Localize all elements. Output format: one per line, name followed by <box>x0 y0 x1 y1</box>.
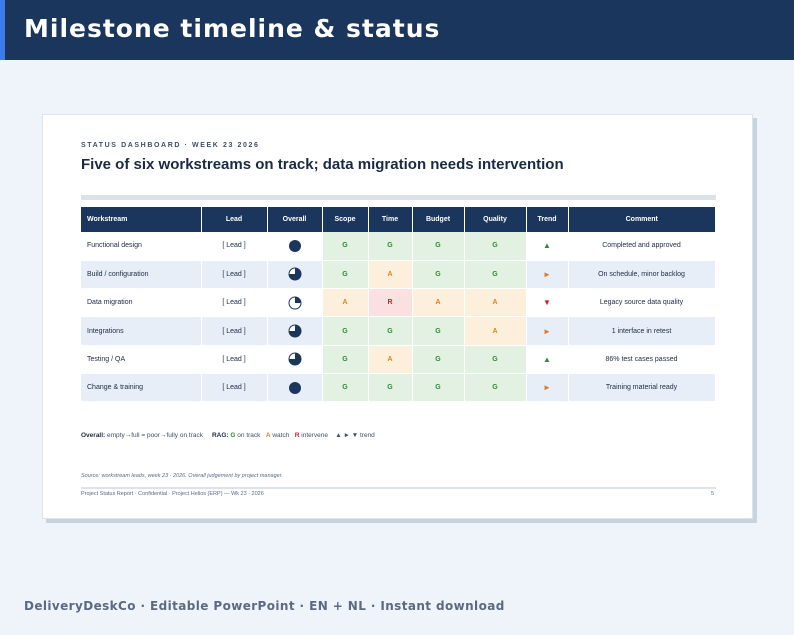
trend-up-icon: ▲ <box>543 354 551 364</box>
harvey-ball-icon <box>288 239 302 253</box>
lead-cell: [ Lead ] <box>201 260 267 288</box>
page-number: 5 <box>710 491 714 497</box>
rag-time-cell: R <box>368 289 412 317</box>
comment-cell: Training material ready <box>568 373 715 401</box>
comment-cell: Completed and approved <box>568 232 715 260</box>
overall-cell <box>267 289 322 317</box>
footer-divider <box>81 487 716 489</box>
workstream-cell: Testing / QA <box>81 345 201 373</box>
trend-down-icon: ▼ <box>543 298 551 308</box>
table-row <box>81 289 715 317</box>
page-title: Milestone timeline & status <box>24 14 441 43</box>
overall-cell <box>267 232 322 260</box>
legend-overall-text: empty→full = poor→fully on track <box>107 432 203 439</box>
trend-cell <box>526 289 568 317</box>
trend-flat-icon: ► <box>543 383 551 393</box>
harvey-ball-icon <box>288 352 302 366</box>
rag-budget-cell: G <box>412 345 464 373</box>
slide-footer: Project Status Report · Confidential · Project Helios (ERP) — Wk 23 · 2026 <box>81 491 264 497</box>
trend-cell <box>526 317 568 345</box>
rag-scope-cell: G <box>322 260 368 288</box>
lead-cell: [ Lead ] <box>201 317 267 345</box>
column-header: Quality <box>464 207 526 232</box>
legend-trend-text: ▲ ► ▼ trend <box>335 432 375 439</box>
rag-budget-cell: G <box>412 232 464 260</box>
column-header: Lead <box>201 207 267 232</box>
trend-cell <box>526 232 568 260</box>
workstream-cell: Data migration <box>81 289 201 317</box>
rag-time-cell: A <box>368 260 412 288</box>
rag-scope-cell: G <box>322 317 368 345</box>
legend-g-text: on track <box>237 432 261 439</box>
brand-line: DeliveryDeskCo · Editable PowerPoint · EN + NL · Instant download <box>24 599 505 613</box>
lead-cell: [ Lead ] <box>201 289 267 317</box>
rag-time-cell: G <box>368 373 412 401</box>
lead-cell: [ Lead ] <box>201 345 267 373</box>
legend <box>81 432 375 439</box>
overall-cell <box>267 373 322 401</box>
table-row <box>81 345 715 373</box>
workstream-cell: Functional design <box>81 232 201 260</box>
rag-budget-cell: G <box>412 317 464 345</box>
table-row <box>81 373 715 401</box>
rag-quality-cell: G <box>464 373 526 401</box>
legend-r-text: intervene <box>301 432 329 439</box>
trend-flat-icon: ► <box>543 326 551 336</box>
rag-scope-cell: G <box>322 232 368 260</box>
legend-g-letter: G <box>230 432 236 439</box>
column-header: Overall <box>267 207 322 232</box>
table-row <box>81 260 715 288</box>
rag-time-cell: A <box>368 345 412 373</box>
slide-eyebrow: STATUS DASHBOARD · WEEK 23 2026 <box>81 142 260 149</box>
rag-time-cell: G <box>368 317 412 345</box>
harvey-ball-icon <box>288 267 302 281</box>
rag-quality-cell: A <box>464 317 526 345</box>
rag-quality-cell: G <box>464 345 526 373</box>
harvey-ball-icon <box>288 381 302 395</box>
table-row <box>81 317 715 345</box>
harvey-ball-icon <box>288 324 302 338</box>
rag-scope-cell: A <box>322 289 368 317</box>
trend-cell <box>526 373 568 401</box>
column-header: Comment <box>568 207 715 232</box>
rag-budget-cell: G <box>412 260 464 288</box>
trend-flat-icon: ► <box>543 269 551 279</box>
comment-cell: On schedule, minor backlog <box>568 260 715 288</box>
table-row <box>81 232 715 260</box>
legend-r-letter: R <box>294 432 300 439</box>
table-header-row <box>81 207 715 232</box>
legend-a-text: watch <box>272 432 290 439</box>
slide-preview <box>42 114 753 519</box>
rag-scope-cell: G <box>322 345 368 373</box>
comment-cell: Legacy source data quality <box>568 289 715 317</box>
overall-cell <box>267 345 322 373</box>
status-table <box>81 207 716 402</box>
title-divider <box>81 195 716 200</box>
harvey-ball-icon <box>288 296 302 310</box>
lead-cell: [ Lead ] <box>201 232 267 260</box>
trend-cell <box>526 345 568 373</box>
trend-cell <box>526 260 568 288</box>
rag-quality-cell: G <box>464 232 526 260</box>
rag-budget-cell: G <box>412 373 464 401</box>
comment-cell: 1 interface in retest <box>568 317 715 345</box>
workstream-cell: Build / configuration <box>81 260 201 288</box>
rag-time-cell: G <box>368 232 412 260</box>
column-header: Workstream <box>81 207 201 232</box>
workstream-cell: Change & training <box>81 373 201 401</box>
workstream-cell: Integrations <box>81 317 201 345</box>
rag-budget-cell: A <box>412 289 464 317</box>
legend-overall-label: Overall: <box>81 432 106 439</box>
trend-up-icon: ▲ <box>543 241 551 251</box>
comment-cell: 86% test cases passed <box>568 345 715 373</box>
rag-quality-cell: A <box>464 289 526 317</box>
source-note: Source: workstream leads, week 23 · 2026. Overall judgement by project manager. <box>81 473 283 479</box>
slide-title: Five of six workstreams on track; data migration needs intervention <box>81 156 564 173</box>
lead-cell: [ Lead ] <box>201 373 267 401</box>
page-header <box>0 0 794 60</box>
overall-cell <box>267 317 322 345</box>
rag-quality-cell: G <box>464 260 526 288</box>
legend-a-letter: A <box>265 432 271 439</box>
column-header: Time <box>368 207 412 232</box>
column-header: Scope <box>322 207 368 232</box>
legend-rag-label: RAG: <box>211 432 229 439</box>
column-header: Budget <box>412 207 464 232</box>
overall-cell <box>267 260 322 288</box>
header-accent-bar <box>0 0 5 60</box>
column-header: Trend <box>526 207 568 232</box>
rag-scope-cell: G <box>322 373 368 401</box>
